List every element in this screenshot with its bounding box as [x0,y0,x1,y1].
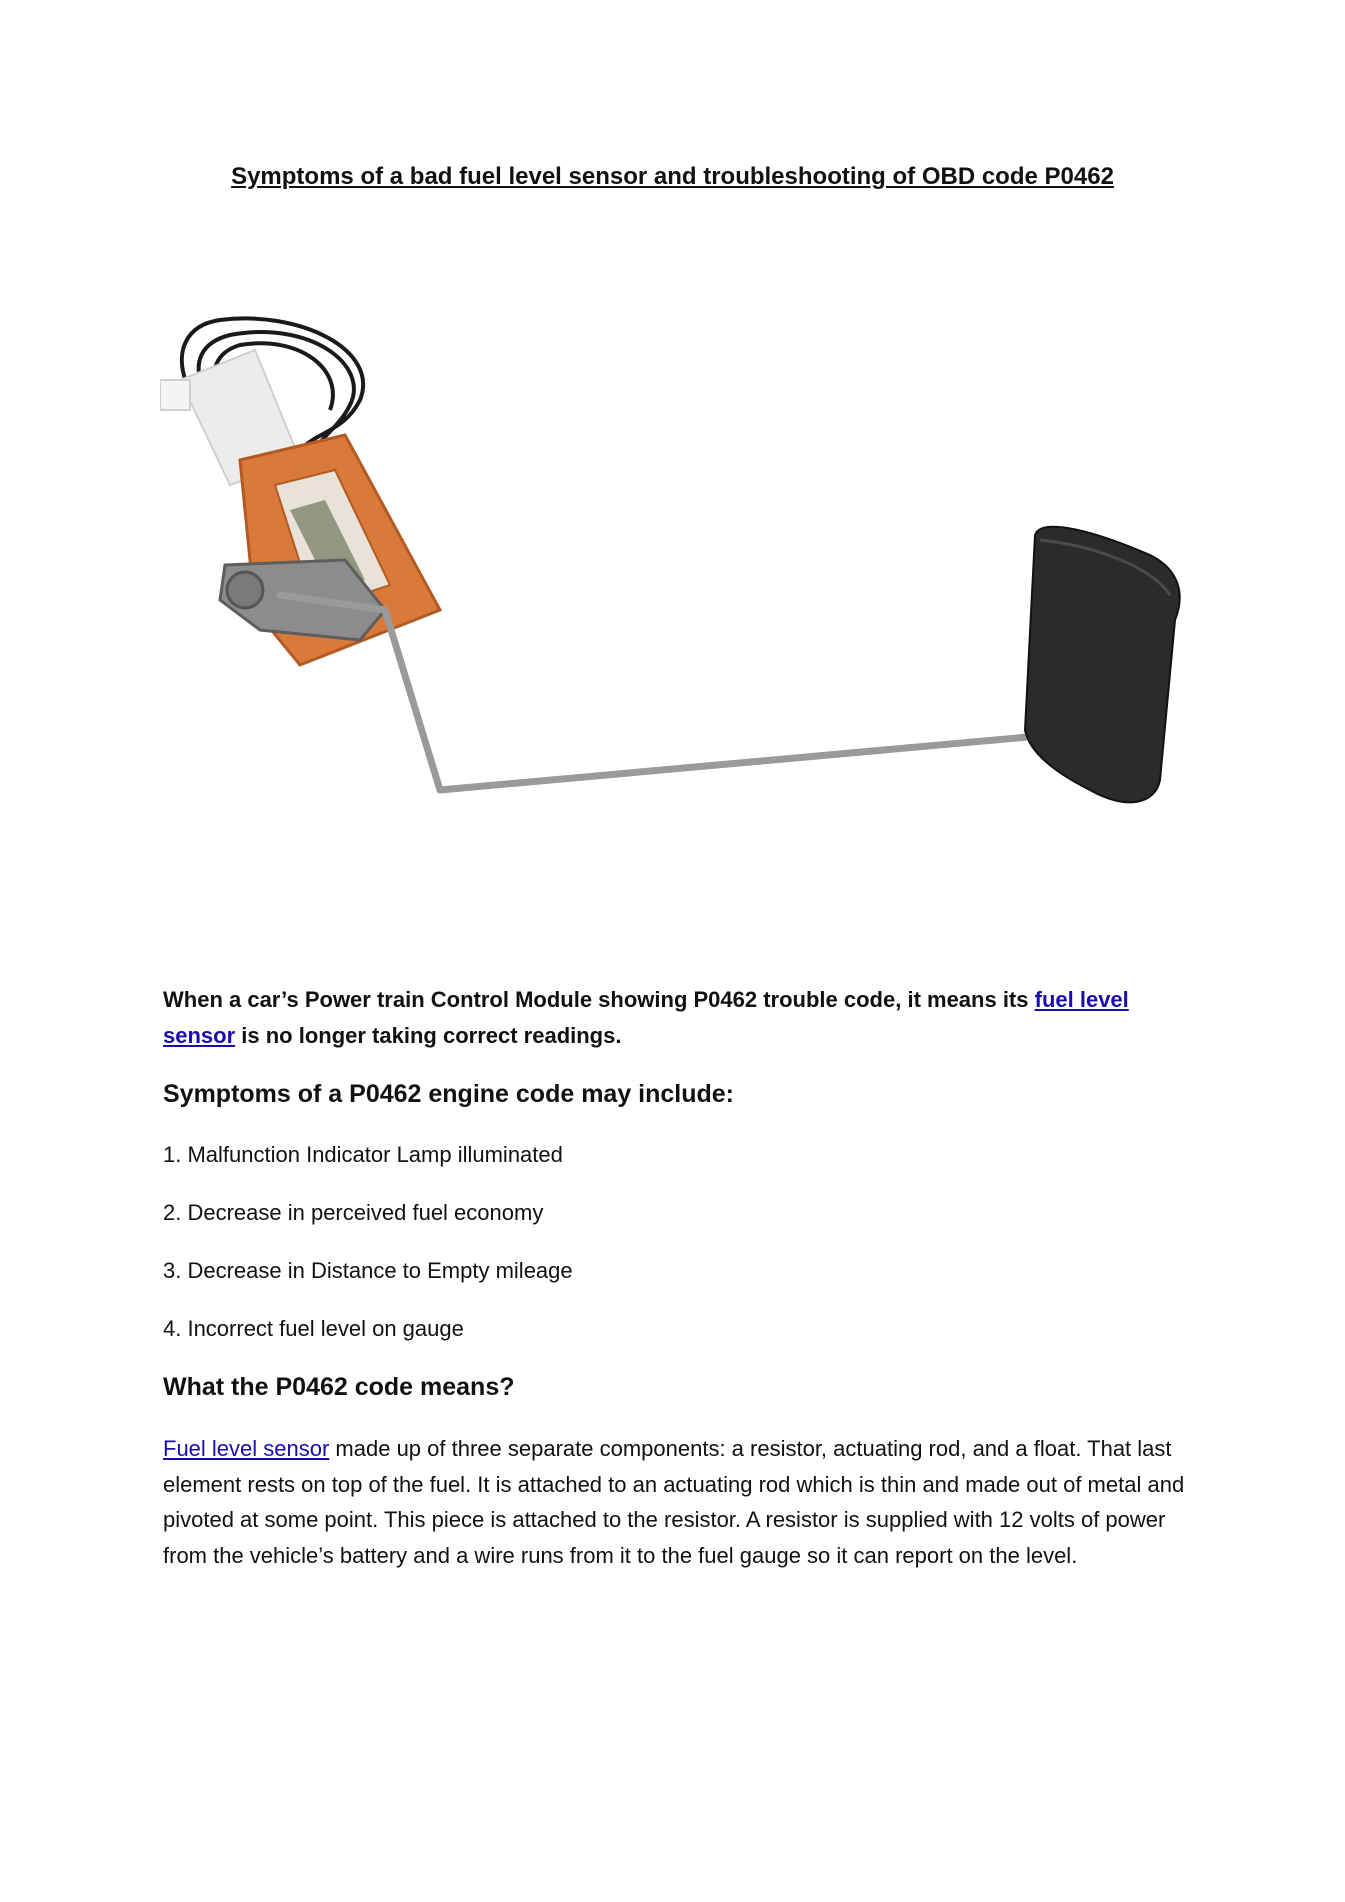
intro-text-before: When a car’s Power train Control Module showing P0462 trouble code, it means its [163,987,1035,1012]
intro-paragraph [163,982,1183,1054]
meaning-paragraph [163,1431,1193,1573]
fuel-level-sensor-link[interactable]: fuel level sensor [163,987,1129,1048]
fuel-level-sensor-image [160,310,1200,850]
list-item: 2. Decrease in perceived fuel economy [163,1200,544,1225]
list-item: 3. Decrease in Distance to Empty mileage [163,1258,573,1283]
intro-text-after: is no longer taking correct readings. [235,1023,622,1048]
page-title: Symptoms of a bad fuel level sensor and troubleshooting of OBD code P0462 [231,163,1114,190]
symptoms-heading: Symptoms of a P0462 engine code may include: [163,1080,735,1108]
float [1025,527,1180,803]
symptoms-list [163,1140,573,1372]
list-item: 1. Malfunction Indicator Lamp illuminated [163,1142,563,1167]
list-item: 4. Incorrect fuel level on gauge [163,1316,464,1341]
meaning-text: made up of three separate components: a resistor, actuating rod, and a float. That last element rests on top of the fuel. It is attached to an actuating rod which is thin and made out of metal and pivoted at some point. This piece is attached to the resistor. A resistor is supplied with 12 volts of power from the vehicle’s battery and a wire runs from it to the fuel gauge so it can report on the level. [163,1436,1185,1568]
fuel-level-sensor-link-2[interactable]: Fuel level sensor [163,1436,330,1461]
meaning-heading: What the P0462 code means? [163,1373,515,1401]
